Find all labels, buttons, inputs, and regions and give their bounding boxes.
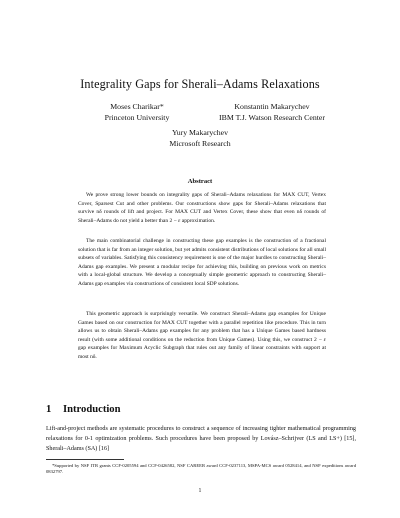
abstract-paragraph-3: This geometric approach is surprisingly versatile. We construct Sherali–Adams gap examples for Unique Games based on our construction for MAX CUT together with a parallel repetition like procedure. This in turn allows us to obtain Sherali–Adams gap examples for any problem that has a Unique Games based hardness result (with some additional conditions on the reduction from Unique Games). Using this, we construct 2 − ε gap examples for Maximum Acyclic Subgraph that rules out any family of linear constraints with support at most nδ. [78, 311, 326, 360]
page-number: 1 [198, 488, 202, 494]
author-block-3 [100, 127, 300, 149]
author-block-2 [188, 101, 356, 123]
footnote: *Supported by NSF ITR grants CCF-0205594 and CCF-0426582, NSF CAREER award CCF-0237113, MSPA-MCS award 0528414, and NSF expeditions award 0832797. [46, 463, 356, 475]
abstract-paragraph-1: We prove strong lower bounds on integrality gaps of Sherali–Adams relaxations for MAX CUT, Vertex Cover, Sparsest Cut and other problems. Our constructions show gaps for Sherali–Adams relaxations that survive nδ rounds of lift and project. For MAX CUT and Vertex Cover, these show that even nδ rounds of Sherali–Adams do not yield a better than 2 − ε approximation. [78, 192, 326, 224]
author-name: Moses Charikar* [110, 102, 164, 111]
author-affiliation: Princeton University [104, 113, 170, 122]
section-number: 1 [46, 404, 52, 415]
abstract-paragraph-2: The main combinatorial challenge in constructing these gap examples is the construction of a fractional solution that is far from an integer solution, but yet admits consistent distributions of local solutions for all small subsets of variables. Satisfying this consistency requirement is one of the major hurdles to constructing Sherali–Adams gap examples. We present a modular recipe for achieving this, building on previous work on metrics with a local-global structure. We develop a conceptually simple geometric approach to constructing Sherali–Adams gap examples via constructions of consistent local SDP solutions. [78, 238, 326, 287]
abstract-heading: Abstract [187, 178, 213, 185]
author-affiliation: Microsoft Research [169, 139, 231, 148]
author-name: Yury Makarychev [171, 128, 229, 137]
section-heading [46, 404, 121, 415]
section-title: Introduction [63, 404, 121, 415]
intro-paragraph: Lift-and-project methods are systematic procedures to construct a sequence of increasing tighter mathematical programming relaxations for 0-1 optimization problems. Such procedures have been proposed by Lovász–Schrijver (LS and LS+) [15], Sherali–Adams (SA) [16] [46, 426, 356, 452]
footnote-rule [46, 459, 124, 460]
author-name: Konstantin Makarychev [234, 102, 310, 111]
author-block-1 [88, 101, 186, 123]
paper-title: Integrality Gaps for Sherali–Adams Relaxations [80, 77, 320, 91]
author-affiliation: IBM T.J. Watson Research Center [219, 113, 325, 122]
